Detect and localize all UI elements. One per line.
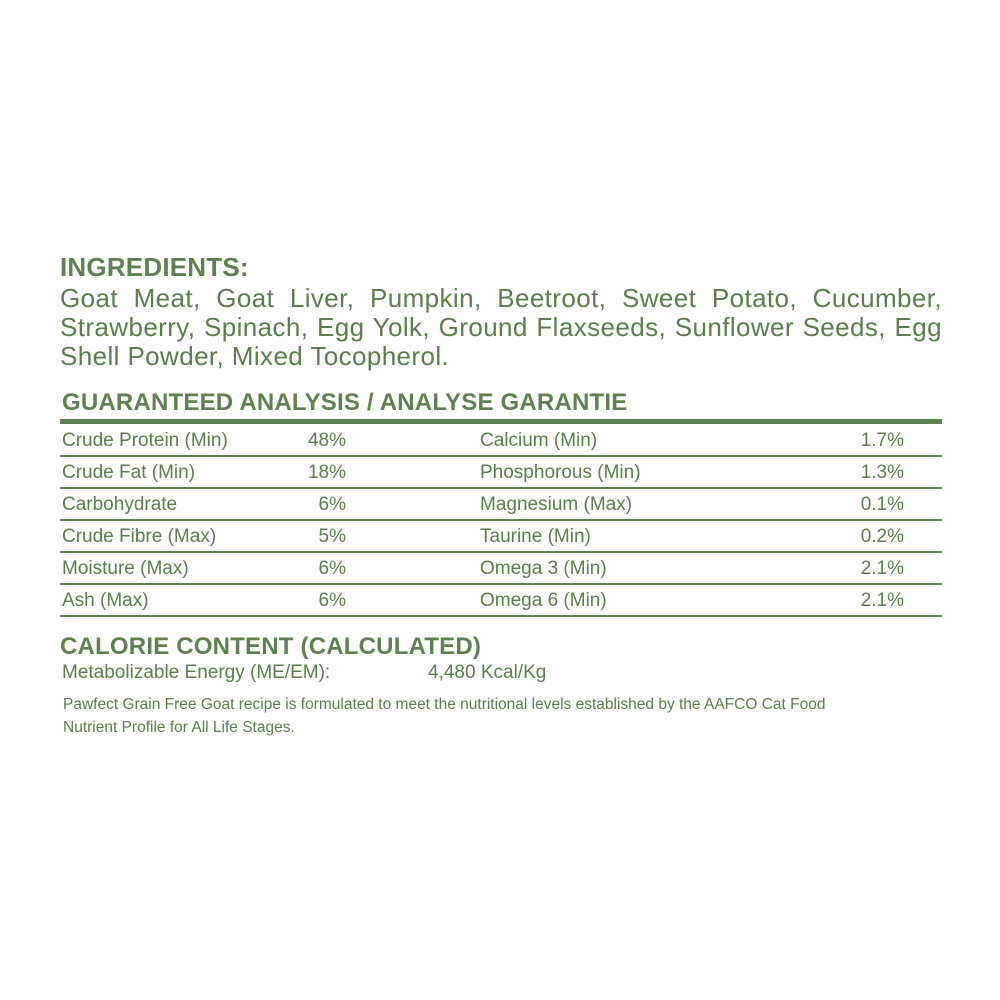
guaranteed-analysis-table [60,424,942,617]
nutrient-value: 5% [318,526,346,547]
nutrient-name: Magnesium (Max) [480,494,633,515]
ingredients-list: Goat Meat, Goat Liver, Pumpkin, Beetroot, Sweet Potato, Cucumber, Strawberry, Spinach, Egg Yolk, Ground Flaxseeds, Sunflower Seeds, Egg Shell Powder, Mixed Tocopherol. [60,283,942,371]
nutrient-value: 6% [318,590,346,611]
nutrient-value: 6% [318,494,346,515]
nutrient-name: Omega 6 (Min) [480,590,607,611]
nutrient-name: Calcium (Min) [480,429,598,451]
nutrient-name: Phosphorous (Min) [480,462,641,483]
nutrient-name: Crude Fibre (Max) [62,526,217,547]
calorie-label: Metabolizable Energy (ME/EM): [62,662,331,683]
table-row [60,552,942,584]
nutrient-value: 48% [307,429,346,451]
table-row [60,488,942,520]
nutrient-name: Moisture (Max) [62,558,189,579]
nutrient-value: 18% [307,462,346,483]
nutrient-name: Crude Protein (Min) [62,429,228,451]
nutrition-panel [60,252,942,755]
ingredients-heading: INGREDIENTS: [60,252,249,282]
guaranteed-analysis-heading: GUARANTEED ANALYSIS / ANALYSE GARANTIE [62,389,628,416]
nutrient-value: 1.3% [860,462,904,483]
nutrient-value: 2.1% [860,558,904,579]
nutrient-name: Ash (Max) [62,590,149,611]
calorie-content-heading: CALORIE CONTENT (CALCULATED) [60,633,482,660]
nutrient-value: 1.7% [860,429,904,451]
calorie-row [60,661,942,685]
nutrient-name: Crude Fat (Min) [62,462,196,483]
nutrient-name: Omega 3 (Min) [480,558,607,579]
nutrient-value: 2.1% [860,590,904,611]
nutrient-name: Taurine (Min) [480,526,591,547]
table-row [60,520,942,552]
nutrient-value: 0.1% [860,494,904,515]
table-row [60,456,942,488]
nutrient-value: 6% [318,558,346,579]
nutrient-name: Carbohydrate [62,494,178,515]
nutrient-value: 0.2% [860,526,904,547]
table-row [60,424,942,456]
aafco-statement: Pawfect Grain Free Goat recipe is formulated to meet the nutritional levels established by the AAFCO Cat Food Nutrient Profile for All Life Stages. [63,696,826,736]
table-row [60,584,942,616]
calorie-value: 4,480 Kcal/Kg [428,662,547,683]
